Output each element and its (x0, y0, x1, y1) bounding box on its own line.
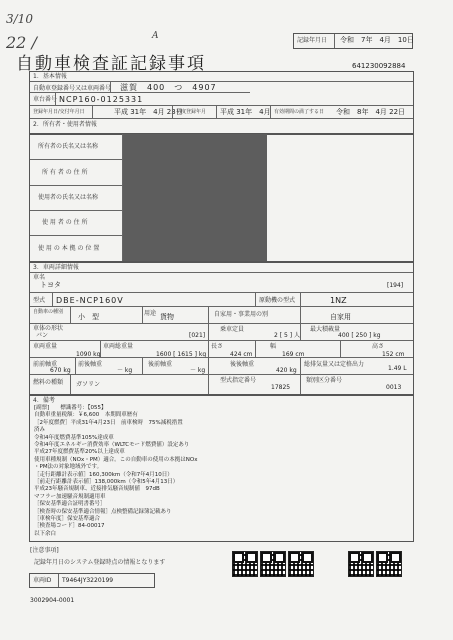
qr-code-1 (232, 551, 258, 577)
use-value: 貨物 (160, 313, 174, 321)
displacement-label: 総排気量又は定格出力 (304, 361, 365, 368)
remark-line: ［保安基準適合証明書番号］ (34, 501, 106, 508)
remark-line: ［走行距離計表示値］160,300km（令和7年4月10日） (34, 471, 173, 478)
car-id-label: 車両ID (33, 577, 52, 584)
front-front-axle-value: 670 kg (50, 367, 71, 374)
body-shape-code: [021] (189, 332, 206, 339)
vehicle-kind-value: 小 型 (78, 313, 99, 321)
remarks-section (29, 394, 414, 542)
first-registration-label: 初度登録年月 (176, 109, 207, 115)
remark-line: ［前走行距離計表示値］138,000km（令和5年4月13日） (34, 479, 179, 485)
qr-code-5 (376, 551, 402, 577)
width-value: 169 cm (282, 351, 305, 358)
vehicle-kind-label: 自動車の種別 (33, 309, 64, 315)
footer-code: 3002904-0001 (30, 597, 75, 604)
remark-line: ［2年度燃費］平成31年4月23日 前車検時 75%減税措置 (34, 419, 183, 426)
remark-line: ・PM法の対象地域外です。 (34, 464, 103, 471)
expiry-date-value: 令和 8年 4月 22日 (336, 108, 406, 116)
vin-label: 車台番号 (33, 96, 58, 103)
rear-rear-axle-value: 420 kg (276, 367, 297, 374)
body-shape-label: 車体の形状 (33, 325, 64, 332)
record-date-label: 記録年月日 (297, 37, 328, 44)
remark-line: 令和4年度エネルギー消費効率（WLTCモード燃費値）設定あり (34, 442, 190, 448)
expiry-date-label: 有効期間の満了する日 (274, 109, 325, 115)
length-value: 424 cm (230, 351, 253, 358)
vehicle-detail-header: 3．車両詳細情報 (33, 264, 79, 271)
maker-value: トヨタ (40, 281, 61, 289)
capacity-label: 乗車定員 (220, 326, 245, 333)
remark-line: ［検査場コード］84-00017 (34, 523, 105, 530)
vin-value: NCP160-0125331 (59, 95, 144, 104)
remark-line: 済み (34, 427, 46, 434)
car-id-value: T9464JY3220199 (62, 577, 114, 584)
remark-line: ［車検年度］保安基準適合 (34, 516, 101, 522)
basic-info-section (29, 71, 414, 135)
notice-title: [注意事項] (30, 547, 59, 554)
remark-line: マフラー加速騒音規制適用車 (34, 493, 106, 500)
use-label: 用途 (144, 310, 157, 317)
remarks-header: 4．備考 (33, 397, 55, 404)
owner-user-header: 2．所有者・使用者情報 (33, 121, 97, 128)
body-shape-value: バン (36, 332, 49, 339)
front-rear-axle-value: － kg (117, 367, 133, 374)
owner-name-label: 所有者の氏名又は名称 (38, 143, 99, 150)
redaction-block (123, 134, 267, 261)
user-address-label: 使 用 者 の 住 所 (42, 219, 88, 226)
vehicle-detail-section (29, 261, 414, 396)
vehicle-weight-value: 1090 kg (76, 351, 101, 358)
handwritten-note-letter: A (152, 31, 159, 41)
max-load-label: 最大積載量 (310, 326, 341, 333)
width-label: 幅 (270, 343, 277, 350)
class-number-value: 0013 (386, 384, 402, 391)
capacity-value: 2 [ 5 ] 人 (274, 332, 300, 339)
remark-line: 令和4年度燃費基準105%達成車 (34, 434, 114, 441)
fuel-type-value: ガソリン (76, 381, 101, 388)
type-number-label: 型式指定番号 (220, 377, 257, 384)
rear-front-axle-label: 後前軸重 (148, 361, 173, 368)
remark-line: 平成23年騒音規制車、近接排気騒音規制値 97dB (34, 486, 160, 493)
first-registration-value: 平成 31年 4月 (220, 108, 271, 116)
remark-line: 使用車種規制（NOx・PM）適合。この自動車の使用の本拠はNOx (34, 456, 198, 463)
record-date-box (293, 33, 413, 49)
business-use-value: 自家用 (330, 313, 351, 321)
maker-label: 車名 (33, 274, 46, 281)
height-label: 高さ (372, 343, 385, 350)
registration-number-value: 滋賀 400 つ 4907 (120, 83, 217, 92)
qr-code-2 (260, 551, 286, 577)
car-id-box (29, 573, 155, 588)
front-front-axle-label: 前前軸重 (33, 361, 58, 368)
document-number: 641230092884 (352, 62, 406, 70)
engine-model-label: 原動機の型式 (259, 297, 296, 304)
front-rear-axle-label: 前後軸重 (78, 361, 103, 368)
vehicle-weight-label: 車両重量 (33, 343, 58, 350)
registration-date-label: 登録年月日/交付年月日 (33, 109, 85, 115)
rear-rear-axle-label: 後後軸重 (230, 361, 255, 368)
basic-info-header: 1．基本情報 (33, 73, 67, 80)
remark-line: 自動車重量税額：￥6,600 本期間車歴有 (34, 412, 138, 419)
record-date-value: 令和 7年 4月 10日 (340, 36, 414, 44)
rear-front-axle-value: － kg (190, 367, 206, 374)
type-number-value: 17825 (271, 384, 291, 391)
handwritten-note-date: 3/10 (6, 12, 33, 26)
page-title: 自動車検査証記録事項 (16, 54, 206, 74)
remark-line: ［検査時の保安基準適合情報］点検整備記録簿記載あり (34, 508, 172, 515)
qr-code-3 (288, 551, 314, 577)
registration-number-label: 自動車登録番号又は車両番号 (33, 85, 112, 92)
qr-code-4 (348, 551, 374, 577)
registration-date-value: 平成 31年 4月 23日 (114, 108, 183, 116)
remark-line: [副票] 標識番号：【055】 (34, 405, 107, 411)
base-location-label: 使 用 の 本 拠 の 位 置 (38, 245, 100, 252)
notice-text: 記録年月日のシステム登録時点の情報となります (34, 559, 166, 566)
user-name-label: 使用者の氏名又は名称 (38, 194, 99, 201)
gross-weight-value: 1600 [ 1615 ] kg (156, 351, 207, 358)
serial-code: [194] (387, 282, 404, 289)
length-label: 長さ (211, 343, 224, 350)
model-value: DBE-NCP160V (56, 296, 124, 305)
remark-line: 平成27年度燃費基準20%以上達成車 (34, 449, 125, 456)
model-label: 型式 (33, 297, 46, 304)
max-load-value: 400 [ 250 ] kg (338, 332, 381, 339)
class-number-label: 類別区分番号 (306, 377, 343, 384)
remark-line: 以下余白 (34, 530, 57, 537)
displacement-value: 1.49 L (388, 365, 407, 372)
handwritten-note-number: 22 / (6, 33, 37, 52)
gross-weight-label: 車両総重量 (103, 343, 134, 350)
height-value: 152 cm (382, 351, 405, 358)
business-use-label: 自家用・事業用の別 (214, 311, 269, 318)
engine-model-value: 1NZ (330, 296, 347, 305)
fuel-type-label: 燃料の種類 (33, 379, 64, 386)
owner-address-label: 所 有 者 の 住 所 (42, 169, 88, 176)
